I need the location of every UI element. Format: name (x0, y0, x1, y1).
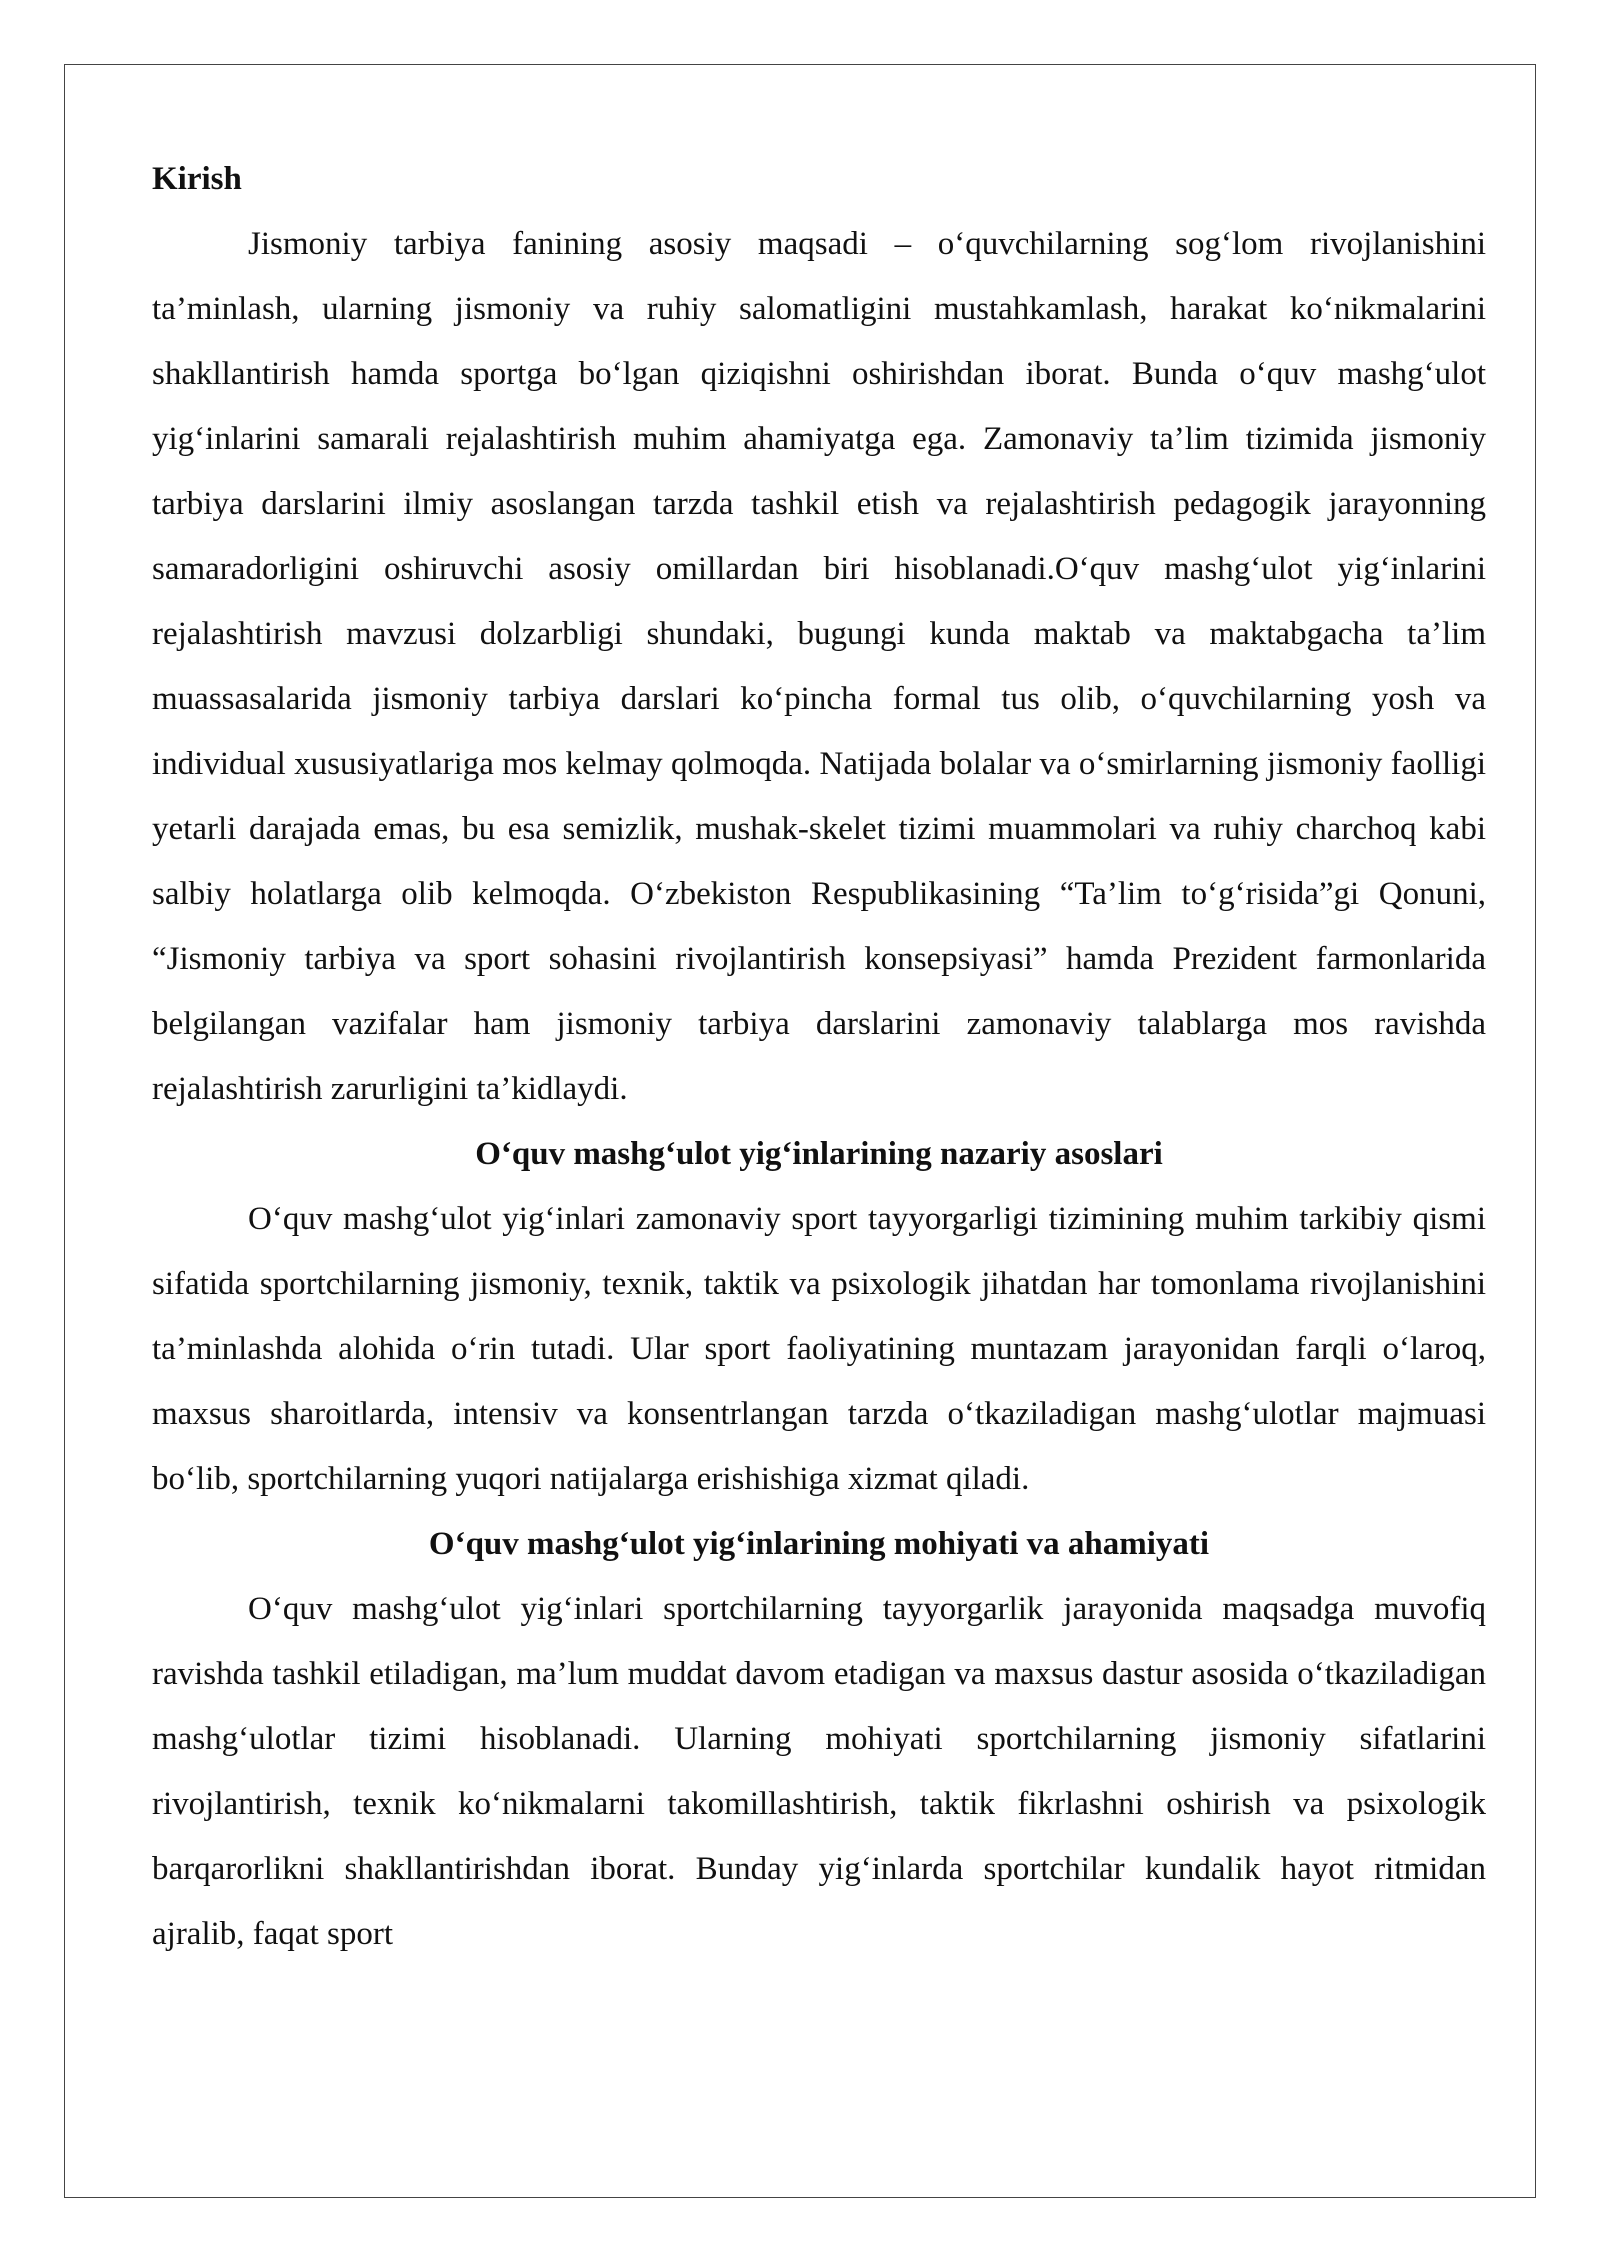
section-paragraph-nazariy-asoslari: O‘quv mashg‘ulot yig‘inlari zamonaviy sport tayyorgarligi tizimining muhim tarkibiy qismi sifatida sportchilarning jismoniy, texnik, taktik va psixologik jihatdan har tomonlama rivojlanishini ta’minlashda alohida o‘rin tutadi. Ular sport faoliyatining muntazam jarayonidan farqli o‘laroq, maxsus sharoitlarda, intensiv va konsentrlangan tarzda o‘tkaziladigan mashg‘ulotlar majmuasi bo‘lib, sportchilarning yuqori natijalarga erishishiga xizmat qiladi. (152, 1201, 1486, 1497)
section-paragraph-mohiyati: O‘quv mashg‘ulot yig‘inlari sportchilarning tayyorgarlik jarayonida maqsadga muvofiq ravishda tashkil etiladigan, ma’lum muddat davom etadigan va maxsus dastur asosida o‘tkaziladigan mashg‘ulotlar tizimi hisoblanadi. Ularning mohiyati sportchilarning jismoniy sifatlarini rivojlantirish, texnik ko‘nikmalarni takomillashtirish, taktik fikrlashni oshirish va psixologik barqarorlikni shakllantirishdan iborat. Bunday yig‘inlarda sportchilar kundalik hayot ritmidan ajralib, faqat sport (152, 1591, 1486, 1952)
section-paragraph-kirish: Jismoniy tarbiya fanining asosiy maqsadi – o‘quvchilarning sog‘lom rivojlanishini ta’minlash, ularning jismoniy va ruhiy salomatligini mustahkamlash, harakat ko‘nikmalarini shakllantirish hamda sportga bo‘lgan qiziqishni oshirishdan iborat. Bunda o‘quv mashg‘ulot yig‘inlarini samarali rejalashtirish muhim ahamiyatga ega. Zamonaviy ta’lim tizimida jismoniy tarbiya darslarini ilmiy asoslangan tarzda tashkil etish va rejalashtirish pedagogik jarayonning samaradorligini oshiruvchi asosiy omillardan biri hisoblanadi.O‘quv mashg‘ulot yig‘inlarini rejalashtirish mavzusi dolzarbligi shundaki, bugungi kunda maktab va maktabgacha ta’lim muassasalarida jismoniy tarbiya darslari ko‘pincha formal tus olib, o‘quvchilarning yosh va individual xususiyatlariga mos kelmay qolmoqda. Natijada bolalar va o‘smirlarning jismoniy faolligi yetarli darajada emas, bu esa semizlik, mushak-skelet tizimi muammolari va ruhiy charchoq kabi salbiy holatlarga olib kelmoqda. O‘zbekiston Respublikasining “Ta’lim to‘g‘risida”gi Qonuni, “Jismoniy tarbiya va sport sohasini rivojlantirish konsepsiyasi” hamda Prezident farmonlarida belgilangan vazifalar ham jismoniy tarbiya darslarini zamonaviy talablarga mos ravishda rejalashtirish zarurligini ta’kidlaydi. (152, 226, 1486, 1107)
document-body (152, 147, 1486, 1967)
section-heading-mohiyati: O‘quv mashg‘ulot yig‘inlarining mohiyati va ahamiyati (428, 1526, 1210, 1562)
section-heading-nazariy-asoslari: O‘quv mashg‘ulot yig‘inlarining nazariy asoslari (475, 1136, 1163, 1172)
section-heading-kirish: Kirish (152, 161, 242, 197)
